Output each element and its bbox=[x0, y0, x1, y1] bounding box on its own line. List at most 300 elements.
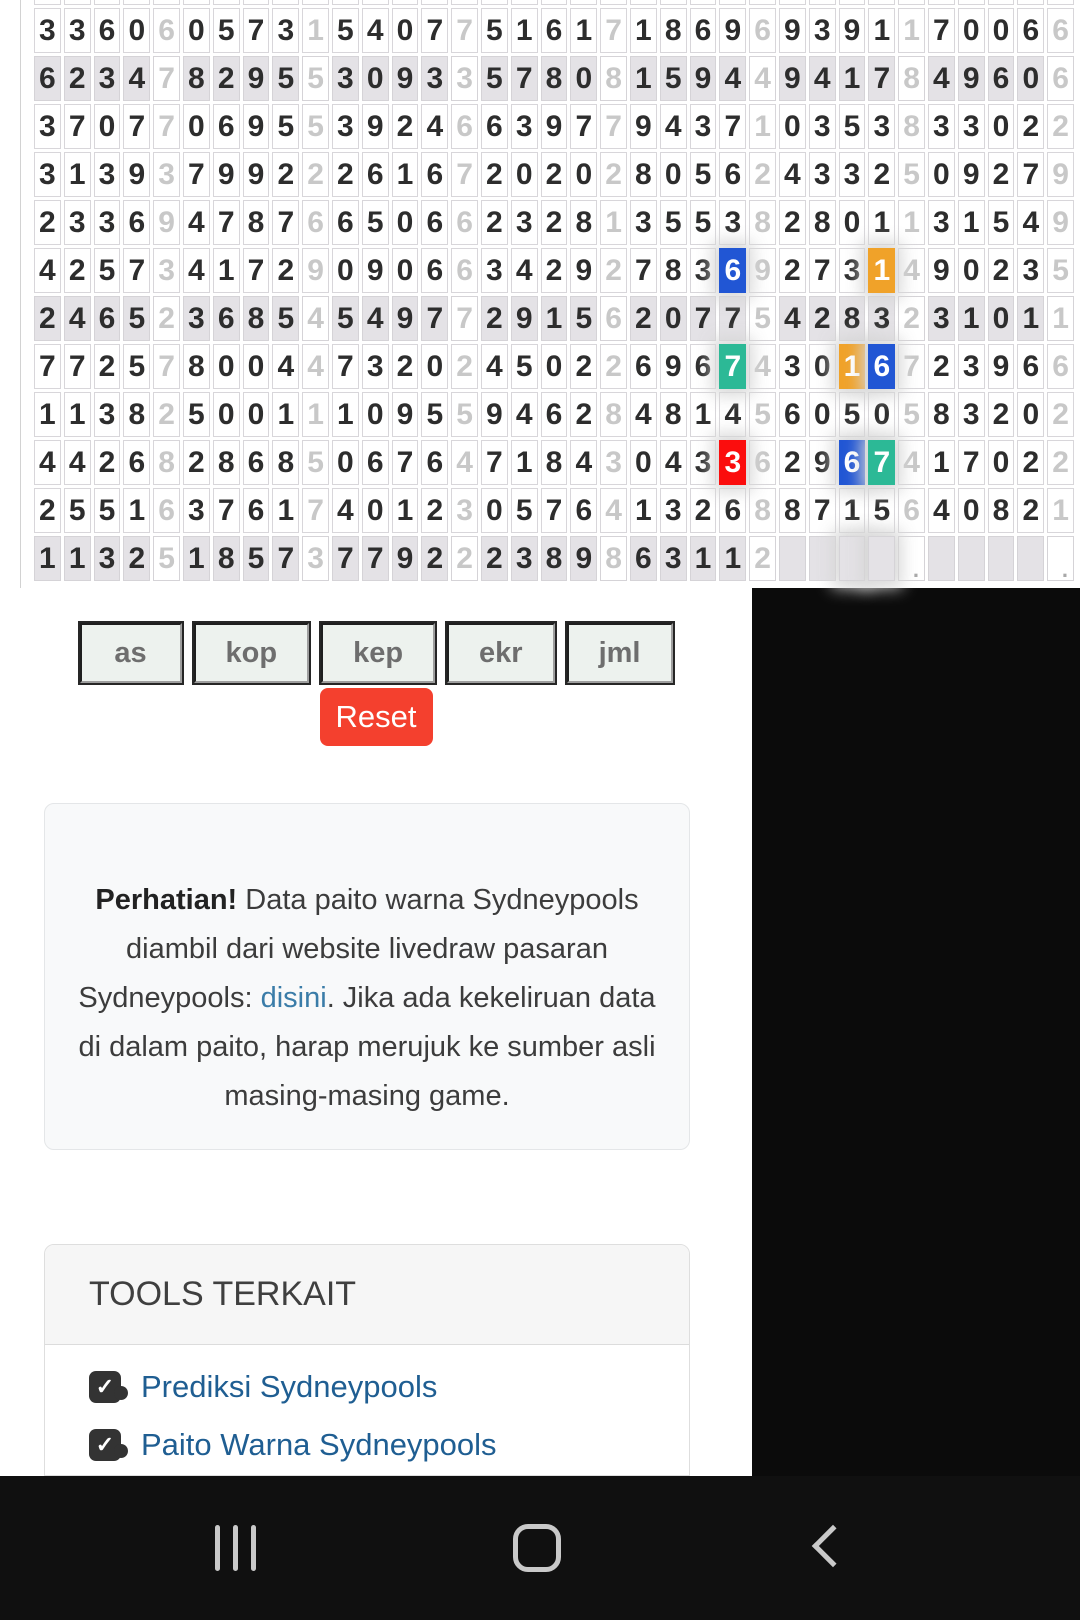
grid-cell: 7 bbox=[600, 8, 627, 53]
grid-cell: 3 bbox=[34, 8, 61, 53]
grid-cell: 4 bbox=[481, 344, 508, 389]
grid-cell bbox=[690, 0, 717, 5]
grid-cell: 8 bbox=[570, 200, 597, 245]
back-icon[interactable] bbox=[812, 1525, 854, 1567]
grid-cell: 1 bbox=[690, 536, 717, 581]
grid-cell: 9 bbox=[958, 56, 985, 101]
grid-cell: 1 bbox=[183, 536, 210, 581]
grid-cell: 7 bbox=[153, 56, 180, 101]
grid-cell: 8 bbox=[660, 392, 687, 437]
grid-cell: 6 bbox=[1017, 8, 1044, 53]
grid-cell: 3 bbox=[362, 344, 389, 389]
grid-cell: 5 bbox=[1047, 248, 1074, 293]
grid-cell: 6 bbox=[898, 488, 925, 533]
grid-cell: 1 bbox=[123, 488, 150, 533]
grid-cell: 2 bbox=[272, 152, 299, 197]
grid-row bbox=[34, 56, 1074, 101]
grid-row bbox=[34, 8, 1074, 53]
grid-cell: 5 bbox=[272, 296, 299, 341]
grid-cell: 3 bbox=[809, 152, 836, 197]
grid-cell: 7 bbox=[332, 536, 359, 581]
grid-cell: 2 bbox=[421, 536, 448, 581]
grid-cell: 0 bbox=[1017, 56, 1044, 101]
grid-cell: 6 bbox=[123, 440, 150, 485]
grid-cell: 7 bbox=[541, 488, 568, 533]
grid-cell: 3 bbox=[451, 56, 478, 101]
grid-cell: 9 bbox=[719, 8, 746, 53]
grid-cell: 0 bbox=[123, 8, 150, 53]
tools-link[interactable]: Prediksi Sydneypools bbox=[141, 1369, 438, 1404]
grid-cell: 7 bbox=[213, 200, 240, 245]
grid-row bbox=[34, 344, 1074, 389]
grid-cell: 6 bbox=[749, 8, 776, 53]
grid-cell: 1 bbox=[272, 392, 299, 437]
grid-cell bbox=[392, 0, 419, 5]
check-square-icon: ✓ bbox=[89, 1371, 121, 1403]
grid-cell: 7 bbox=[868, 56, 895, 101]
grid-cell: 2 bbox=[570, 392, 597, 437]
grid-cell bbox=[719, 0, 746, 5]
grid-cell: 4 bbox=[362, 8, 389, 53]
grid-cell: 8 bbox=[630, 152, 657, 197]
grid-cell: 3 bbox=[94, 392, 121, 437]
grid-cell: 7 bbox=[451, 8, 478, 53]
grid-cell bbox=[809, 0, 836, 5]
grid-cell: 2 bbox=[541, 248, 568, 293]
grid-cell: 0 bbox=[541, 344, 568, 389]
grid-cell: 1 bbox=[600, 200, 627, 245]
grid-cell: 2 bbox=[64, 56, 91, 101]
grid-row bbox=[34, 536, 1074, 581]
grid-cell: 7 bbox=[153, 104, 180, 149]
grid-cell: 0 bbox=[392, 248, 419, 293]
grid-cell: 7 bbox=[958, 440, 985, 485]
grid-cell: 4 bbox=[928, 56, 955, 101]
grid-cell: 6 bbox=[630, 536, 657, 581]
grid-cell: 6 bbox=[94, 296, 121, 341]
grid-cell: 6 bbox=[630, 344, 657, 389]
disini-link[interactable]: disini bbox=[260, 982, 327, 1014]
grid-cell: 5 bbox=[839, 104, 866, 149]
reset-button[interactable]: Reset bbox=[320, 688, 433, 746]
grid-cell: 2 bbox=[630, 296, 657, 341]
grid-cell: 0 bbox=[362, 56, 389, 101]
grid-cell: 9 bbox=[392, 296, 419, 341]
grid-cell: 7 bbox=[451, 296, 478, 341]
grid-cell bbox=[153, 0, 180, 5]
grid-cell: 0 bbox=[362, 392, 389, 437]
grid-cell: 2 bbox=[1017, 104, 1044, 149]
grid-cell: 0 bbox=[213, 392, 240, 437]
grid-cell: 6 bbox=[1047, 8, 1074, 53]
grid-cell: 5 bbox=[570, 296, 597, 341]
grid-cell: 7 bbox=[34, 344, 61, 389]
grid-cell: 6 bbox=[421, 152, 448, 197]
grid-cell: 0 bbox=[958, 8, 985, 53]
grid-cell: 6 bbox=[868, 344, 895, 389]
grid-cell: 6 bbox=[749, 440, 776, 485]
grid-cell: 1 bbox=[839, 56, 866, 101]
grid-cell: 1 bbox=[898, 8, 925, 53]
grid-cell: 5 bbox=[213, 8, 240, 53]
grid-cell: 0 bbox=[183, 104, 210, 149]
grid-cell: 9 bbox=[243, 152, 270, 197]
grid-cell: 4 bbox=[362, 296, 389, 341]
grid-cell: 6 bbox=[1047, 344, 1074, 389]
grid-cell: 2 bbox=[34, 200, 61, 245]
dot-placeholder: . bbox=[1061, 557, 1068, 582]
grid-cell: 0 bbox=[630, 440, 657, 485]
grid-cell: 3 bbox=[719, 440, 746, 485]
grid-cell bbox=[749, 0, 776, 5]
grid-row bbox=[34, 152, 1074, 197]
grid-cell: 0 bbox=[392, 200, 419, 245]
grid-cell: 4 bbox=[272, 344, 299, 389]
grid-cell: 3 bbox=[839, 248, 866, 293]
grid-cell: 6 bbox=[421, 440, 448, 485]
grid-cell bbox=[421, 0, 448, 5]
grid-cell: 8 bbox=[600, 536, 627, 581]
grid-cell: 4 bbox=[511, 392, 538, 437]
grid-cell: 5 bbox=[94, 488, 121, 533]
grid-cell: 9 bbox=[392, 536, 419, 581]
grid-cell: 4 bbox=[600, 488, 627, 533]
grid-cell: 4 bbox=[64, 440, 91, 485]
grid-cell: 1 bbox=[34, 536, 61, 581]
grid-cell: 2 bbox=[153, 392, 180, 437]
grid-cell: 8 bbox=[541, 536, 568, 581]
grid-cell bbox=[868, 0, 895, 5]
grid-cell: 3 bbox=[958, 104, 985, 149]
grid-cell: 3 bbox=[958, 392, 985, 437]
grid-cell: 8 bbox=[749, 200, 776, 245]
grid-cell: 0 bbox=[332, 440, 359, 485]
grid-cell: 0 bbox=[243, 344, 270, 389]
grid-cell: 7 bbox=[153, 344, 180, 389]
grid-cell: 1 bbox=[34, 392, 61, 437]
grid-cell: 3 bbox=[868, 104, 895, 149]
grid-cell: 9 bbox=[362, 248, 389, 293]
grid-cell: 4 bbox=[779, 152, 806, 197]
filter-button-ekr[interactable]: ekr bbox=[446, 622, 556, 684]
grid-cell: 6 bbox=[362, 152, 389, 197]
grid-cell: 6 bbox=[123, 200, 150, 245]
tools-link-list bbox=[45, 1345, 689, 1476]
grid-cell bbox=[34, 0, 61, 5]
grid-cell: 9 bbox=[630, 104, 657, 149]
grid-cell: 6 bbox=[34, 56, 61, 101]
grid-cell: 2 bbox=[988, 248, 1015, 293]
grid-cell: 3 bbox=[719, 200, 746, 245]
grid-cell: 2 bbox=[570, 344, 597, 389]
grid-cell bbox=[243, 0, 270, 5]
grid-cell: 4 bbox=[183, 248, 210, 293]
grid-cell: 9 bbox=[839, 8, 866, 53]
grid-cell: 6 bbox=[541, 392, 568, 437]
grid-cell: 3 bbox=[690, 248, 717, 293]
grid-cell: 9 bbox=[392, 56, 419, 101]
grid-cell: 2 bbox=[123, 536, 150, 581]
grid-cell: 5 bbox=[511, 488, 538, 533]
grid-cell: 2 bbox=[64, 248, 91, 293]
grid-cell: 0 bbox=[958, 248, 985, 293]
grid-cell: 1 bbox=[839, 344, 866, 389]
grid-cell: 8 bbox=[243, 200, 270, 245]
grid-cell: 0 bbox=[570, 152, 597, 197]
grid-cell: 5 bbox=[362, 200, 389, 245]
grid-cell: 4 bbox=[660, 104, 687, 149]
grid-cell: 7 bbox=[719, 344, 746, 389]
grid-cell: 3 bbox=[34, 104, 61, 149]
grid-cell: 2 bbox=[898, 296, 925, 341]
grid-cell: 7 bbox=[64, 344, 91, 389]
grid-cell: 6 bbox=[690, 8, 717, 53]
grid-cell: 3 bbox=[94, 56, 121, 101]
grid-cell bbox=[988, 0, 1015, 5]
grid-cell bbox=[928, 536, 955, 581]
grid-cell: 2 bbox=[1017, 440, 1044, 485]
grid-cell: 5 bbox=[481, 8, 508, 53]
grid-cell: 6 bbox=[541, 8, 568, 53]
grid-cell: 8 bbox=[600, 392, 627, 437]
grid-cell: 1 bbox=[630, 8, 657, 53]
grid-cell: 8 bbox=[213, 440, 240, 485]
grid-cell: 0 bbox=[809, 392, 836, 437]
grid-cell: 0 bbox=[988, 104, 1015, 149]
grid-cell bbox=[570, 0, 597, 5]
grid-cell: 9 bbox=[928, 248, 955, 293]
grid-cell: 7 bbox=[570, 104, 597, 149]
grid-cell: 3 bbox=[660, 488, 687, 533]
grid-cell bbox=[213, 0, 240, 5]
grid-cell: 7 bbox=[421, 8, 448, 53]
grid-cell: 4 bbox=[898, 248, 925, 293]
grid-cell: 9 bbox=[958, 152, 985, 197]
grid-cell: 1 bbox=[719, 536, 746, 581]
grid-cell: 5 bbox=[690, 200, 717, 245]
grid-cell: 1 bbox=[928, 440, 955, 485]
grid-cell: 7 bbox=[64, 104, 91, 149]
grid-cell: 0 bbox=[1017, 392, 1044, 437]
grid-cell bbox=[123, 0, 150, 5]
grid-cell: 3 bbox=[94, 152, 121, 197]
grid-cell: 1 bbox=[1017, 296, 1044, 341]
grid-cell: 9 bbox=[570, 536, 597, 581]
grid-cell: 9 bbox=[123, 152, 150, 197]
grid-cell: 5 bbox=[183, 392, 210, 437]
grid-cell: 7 bbox=[332, 344, 359, 389]
grid-cell: 1 bbox=[541, 296, 568, 341]
filter-button-row bbox=[79, 622, 674, 684]
tools-terkait-card bbox=[44, 1244, 690, 1476]
grid-cell: 3 bbox=[272, 8, 299, 53]
grid-cell: 4 bbox=[421, 104, 448, 149]
grid-cell: 8 bbox=[541, 440, 568, 485]
grid-cell bbox=[302, 0, 329, 5]
grid-cell: 9 bbox=[541, 104, 568, 149]
grid-cell: 7 bbox=[868, 440, 895, 485]
grid-cell: 9 bbox=[690, 56, 717, 101]
grid-cell: 2 bbox=[213, 56, 240, 101]
grid-cell: 7 bbox=[392, 440, 419, 485]
grid-cell: 5 bbox=[511, 344, 538, 389]
grid-cell: 2 bbox=[481, 296, 508, 341]
grid-cell: 9 bbox=[302, 248, 329, 293]
notice-text-1: Data paito warna Sydneypools diambil dari website livedraw pasaran Sydneypools: bbox=[78, 884, 639, 1014]
grid-cell: 6 bbox=[421, 248, 448, 293]
grid-cell: 7 bbox=[1017, 152, 1044, 197]
grid-cell: 2 bbox=[421, 488, 448, 533]
grid-cell: 9 bbox=[153, 200, 180, 245]
grid-cell: 3 bbox=[421, 56, 448, 101]
grid-row bbox=[34, 104, 1074, 149]
grid-cell: 2 bbox=[541, 152, 568, 197]
grid-cell: 1 bbox=[630, 56, 657, 101]
grid-cell: 3 bbox=[928, 200, 955, 245]
grid-cell: 6 bbox=[421, 200, 448, 245]
grid-cell: 5 bbox=[481, 56, 508, 101]
grid-cell: 4 bbox=[928, 488, 955, 533]
grid-cell: 2 bbox=[183, 440, 210, 485]
grid-cell: 8 bbox=[809, 200, 836, 245]
grid-cell: 1 bbox=[332, 392, 359, 437]
filter-button-as[interactable]: as bbox=[79, 622, 183, 684]
dot-placeholder: . bbox=[912, 557, 919, 582]
grid-cell: 7 bbox=[511, 56, 538, 101]
grid-cell: 2 bbox=[34, 488, 61, 533]
grid-cell: 6 bbox=[839, 440, 866, 485]
grid-cell: 5 bbox=[690, 152, 717, 197]
grid-row bbox=[34, 392, 1074, 437]
grid-cell: 7 bbox=[272, 200, 299, 245]
grid-cell: 8 bbox=[123, 392, 150, 437]
grid-cell: 5 bbox=[749, 392, 776, 437]
grid-cell: 7 bbox=[421, 296, 448, 341]
grid-cell: 2 bbox=[451, 344, 478, 389]
grid-cell bbox=[541, 0, 568, 5]
filter-button-jml[interactable]: jml bbox=[566, 622, 674, 684]
tools-link[interactable]: Paito Warna Sydneypools bbox=[141, 1427, 497, 1462]
grid-cell: 0 bbox=[362, 488, 389, 533]
grid-cell: 9 bbox=[481, 392, 508, 437]
grid-cell: 6 bbox=[719, 488, 746, 533]
grid-cell: 5 bbox=[272, 56, 299, 101]
grid-cell: 0 bbox=[809, 344, 836, 389]
grid-cell: 8 bbox=[988, 488, 1015, 533]
grid-cell: 9 bbox=[1047, 152, 1074, 197]
grid-cell: 5 bbox=[839, 392, 866, 437]
grid-cell: 2 bbox=[779, 248, 806, 293]
grid-cell: 2 bbox=[690, 488, 717, 533]
grid-cell: 1 bbox=[958, 200, 985, 245]
grid-cell: 0 bbox=[958, 488, 985, 533]
grid-cell: 1 bbox=[690, 392, 717, 437]
grid-cell: 3 bbox=[958, 344, 985, 389]
grid-cell: 5 bbox=[660, 56, 687, 101]
grid-cell: 8 bbox=[839, 296, 866, 341]
grid-cell: 3 bbox=[511, 200, 538, 245]
grid-cell: 3 bbox=[511, 104, 538, 149]
grid-cell: 9 bbox=[570, 248, 597, 293]
grid-cell: 7 bbox=[809, 488, 836, 533]
grid-cell bbox=[928, 0, 955, 5]
grid-cell: 1 bbox=[868, 200, 895, 245]
grid-cell: 9 bbox=[243, 56, 270, 101]
grid-cell: 5 bbox=[660, 200, 687, 245]
grid-cell: 4 bbox=[511, 248, 538, 293]
grid-cell: 8 bbox=[749, 488, 776, 533]
grid-cell: 2 bbox=[928, 344, 955, 389]
grid-cell bbox=[898, 536, 925, 581]
grid-cell bbox=[630, 0, 657, 5]
filter-button-kep[interactable]: kep bbox=[320, 622, 436, 684]
grid-cell: 0 bbox=[570, 56, 597, 101]
grid-cell: 7 bbox=[809, 248, 836, 293]
grid-cell: 2 bbox=[779, 200, 806, 245]
grid-cell: 1 bbox=[511, 8, 538, 53]
grid-cell: 1 bbox=[213, 248, 240, 293]
grid-cell: 3 bbox=[839, 152, 866, 197]
grid-cell bbox=[898, 0, 925, 5]
grid-cell: 4 bbox=[302, 344, 329, 389]
grid-cell: 6 bbox=[362, 440, 389, 485]
grid-cell: 0 bbox=[868, 392, 895, 437]
grid-cell: 6 bbox=[1047, 56, 1074, 101]
recent-apps-icon[interactable] bbox=[215, 1525, 256, 1571]
grid-cell: 8 bbox=[898, 104, 925, 149]
grid-cell: 5 bbox=[332, 8, 359, 53]
grid-cell: 0 bbox=[660, 152, 687, 197]
grid-cell: 4 bbox=[779, 296, 806, 341]
grid-cell: 5 bbox=[272, 104, 299, 149]
grid-cell: 1 bbox=[392, 488, 419, 533]
grid-cell: 5 bbox=[243, 536, 270, 581]
grid-cell: 9 bbox=[779, 8, 806, 53]
grid-cell: 4 bbox=[302, 296, 329, 341]
grid-cell: 7 bbox=[928, 8, 955, 53]
grid-cell bbox=[988, 536, 1015, 581]
grid-cell: 3 bbox=[153, 152, 180, 197]
grid-cell: 2 bbox=[34, 296, 61, 341]
grid-cell: 3 bbox=[34, 152, 61, 197]
grid-cell: 6 bbox=[779, 392, 806, 437]
grid-cell: 6 bbox=[988, 56, 1015, 101]
grid-cell: 5 bbox=[451, 392, 478, 437]
grid-cell: 3 bbox=[302, 536, 329, 581]
grid-cell: 0 bbox=[481, 488, 508, 533]
grid-cell: 8 bbox=[660, 248, 687, 293]
filter-button-kop[interactable]: kop bbox=[193, 622, 311, 684]
grid-cell: 7 bbox=[123, 248, 150, 293]
grid-cell: 1 bbox=[392, 152, 419, 197]
grid-cell: 3 bbox=[332, 104, 359, 149]
grid-cell: 3 bbox=[660, 536, 687, 581]
grid-cell bbox=[1017, 536, 1044, 581]
grid-cell: 0 bbox=[183, 8, 210, 53]
grid-cell: 2 bbox=[481, 200, 508, 245]
grid-cell: 1 bbox=[64, 536, 91, 581]
home-icon[interactable] bbox=[513, 1524, 561, 1572]
grid-cell bbox=[660, 0, 687, 5]
grid-cell: 8 bbox=[183, 344, 210, 389]
grid-cell: 1 bbox=[630, 488, 657, 533]
grid-cell: 1 bbox=[958, 296, 985, 341]
grid-cell: 9 bbox=[511, 296, 538, 341]
grid-cell: 0 bbox=[243, 392, 270, 437]
grid-cell: 3 bbox=[64, 8, 91, 53]
grid-row bbox=[34, 296, 1074, 341]
grid-cell: 7 bbox=[481, 440, 508, 485]
